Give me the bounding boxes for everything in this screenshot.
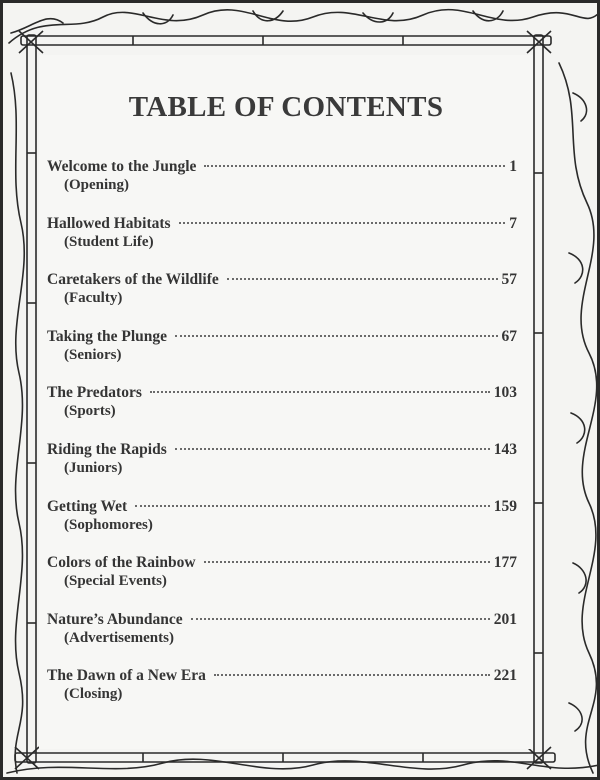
entry-title: Colors of the Rainbow <box>47 554 196 572</box>
toc-entry <box>47 666 517 723</box>
entry-page-number: 221 <box>493 667 517 685</box>
entry-page-number: 7 <box>509 214 517 232</box>
dot-leader <box>175 335 497 337</box>
toc-entry <box>47 553 517 610</box>
entry-page-number: 143 <box>493 440 517 458</box>
entry-title: The Dawn of a New Era <box>47 667 206 685</box>
entry-page-number: 201 <box>493 610 517 628</box>
entry-page-number: 57 <box>501 271 517 289</box>
dot-leader <box>191 618 490 620</box>
entry-page-number: 177 <box>493 554 517 572</box>
entry-title: The Predators <box>47 384 142 402</box>
dot-leader <box>135 505 490 507</box>
entry-title: Nature’s Abundance <box>47 610 183 628</box>
dot-leader <box>204 165 505 167</box>
entry-title: Hallowed Habitats <box>47 214 171 232</box>
entry-subtitle: (Sports) <box>64 403 116 420</box>
dot-leader <box>175 448 490 450</box>
entry-subtitle: (Faculty) <box>64 290 123 307</box>
entry-subtitle: (Seniors) <box>64 346 122 363</box>
entry-subtitle: (Closing) <box>64 686 123 703</box>
toc-entry <box>47 497 517 554</box>
toc-entry <box>47 270 517 327</box>
entry-subtitle: (Special Events) <box>64 573 167 590</box>
dot-leader <box>204 561 490 563</box>
dot-leader <box>150 391 490 393</box>
dot-leader <box>214 674 490 676</box>
toc-entry <box>47 214 517 271</box>
entry-subtitle: (Opening) <box>64 177 130 193</box>
entry-subtitle: (Student Life) <box>64 233 154 250</box>
entry-subtitle: (Sophomores) <box>64 516 153 533</box>
entry-title: Caretakers of the Wildlife <box>47 271 219 289</box>
toc-entry <box>47 440 517 497</box>
page-title: TABLE OF CONTENTS <box>128 91 444 123</box>
entry-page-number: 1 <box>509 158 517 175</box>
entry-page-number: 159 <box>493 497 517 515</box>
entry-page-number: 103 <box>493 384 517 402</box>
toc-entry <box>47 157 517 214</box>
entry-title: Getting Wet <box>47 497 128 515</box>
entry-title: Taking the Plunge <box>47 327 168 345</box>
dot-leader <box>179 222 506 224</box>
entry-subtitle: (Juniors) <box>64 459 123 476</box>
toc-entry <box>47 327 517 384</box>
entry-page-number: 67 <box>501 327 517 345</box>
toc-list <box>47 157 517 723</box>
entry-title: Welcome to the Jungle <box>47 158 197 175</box>
entry-title: Riding the Rapids <box>47 440 167 458</box>
entry-subtitle: (Advertisements) <box>64 629 174 646</box>
toc-entry <box>47 610 517 667</box>
dot-leader <box>227 278 498 280</box>
toc-entry <box>47 383 517 440</box>
